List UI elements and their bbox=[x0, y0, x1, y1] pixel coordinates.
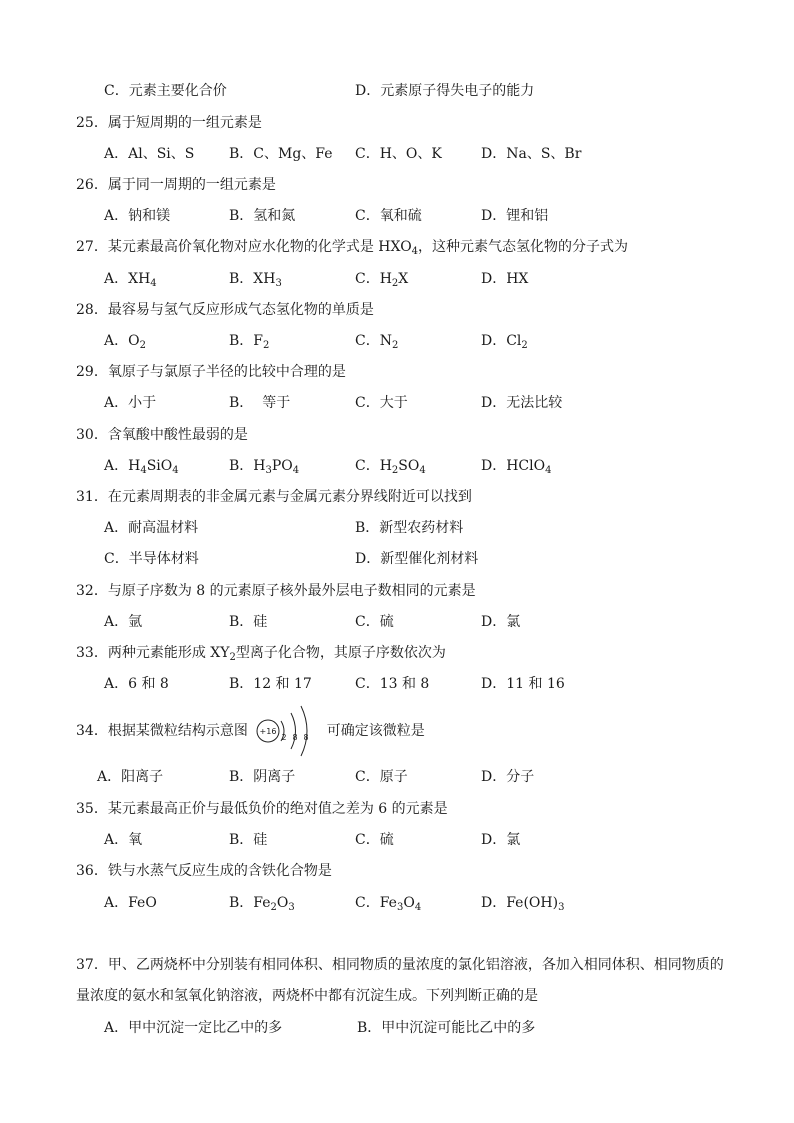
q29-option-b[interactable]: B． 等于 bbox=[229, 395, 291, 411]
q26-option-c[interactable]: C．氧和硫 bbox=[355, 208, 422, 224]
q36-option-b[interactable]: B．$Fe_2O_3$ bbox=[229, 895, 295, 913]
q34-stem bbox=[76, 703, 425, 759]
q30-option-b[interactable]: B．$H_3PO_4$ bbox=[229, 458, 300, 476]
q33-option-b[interactable]: B．12 和 17 bbox=[229, 676, 312, 692]
shell-1-electrons: 2 bbox=[281, 733, 287, 742]
q26-option-a[interactable]: A．钠和镁 bbox=[104, 208, 171, 224]
q33-stem-text-end: 型离子化合物，其原子序数依次为 bbox=[235, 645, 446, 661]
q32-stem: 32．与原子序数为 8 的元素原子核外最外层电子数相同的元素是 bbox=[76, 583, 476, 599]
q28-option-d[interactable]: D．$Cl_2$ bbox=[481, 333, 528, 351]
q33-option-c[interactable]: C．13 和 8 bbox=[355, 676, 430, 692]
q28-option-a[interactable]: A．$O_2$ bbox=[104, 333, 146, 351]
nucleus-charge: +16 bbox=[259, 727, 277, 736]
q28-option-c[interactable]: C．$N_2$ bbox=[355, 333, 399, 351]
q24-option-c[interactable]: C．元素主要化合价 bbox=[104, 83, 227, 99]
q27-option-c[interactable]: C．$H_2X$ bbox=[355, 271, 409, 289]
q25-stem: 25．属于短周期的一组元素是 bbox=[76, 115, 262, 131]
q30-option-c[interactable]: C．$H_2SO_4$ bbox=[355, 458, 426, 476]
q30-option-a[interactable]: A．$H_4SiO_4$ bbox=[104, 458, 179, 476]
atomic-structure-diagram bbox=[254, 703, 320, 759]
q25-option-b[interactable]: B．C、Mg、Fe bbox=[229, 146, 333, 162]
q36-stem: 36．铁与水蒸气反应生成的含铁化合物是 bbox=[76, 863, 332, 879]
q31-option-a[interactable]: A．耐高温材料 bbox=[104, 520, 199, 536]
q34-option-d[interactable]: D．分子 bbox=[481, 769, 535, 785]
shell-3-electrons: 8 bbox=[303, 733, 309, 742]
q32-option-a[interactable]: A．氩 bbox=[104, 614, 143, 630]
q35-option-a[interactable]: A．氧 bbox=[104, 832, 143, 848]
q25-option-d[interactable]: D．Na、S、Br bbox=[481, 146, 582, 162]
q29-option-d[interactable]: D．无法比较 bbox=[481, 395, 563, 411]
q31-option-c[interactable]: C．半导体材料 bbox=[104, 551, 199, 567]
q26-option-b[interactable]: B．氢和氮 bbox=[229, 208, 296, 224]
q35-option-c[interactable]: C．硫 bbox=[355, 832, 394, 848]
q36-option-d[interactable]: D．$Fe(OH)_3$ bbox=[481, 895, 565, 913]
q34-stem-text: 34．根据某微粒结构示意图 bbox=[76, 723, 248, 739]
q31-option-b[interactable]: B．新型农药材料 bbox=[355, 520, 464, 536]
electron-shell-2 bbox=[291, 713, 296, 749]
q33-stem bbox=[76, 644, 446, 662]
q32-option-d[interactable]: D．氯 bbox=[481, 614, 521, 630]
q31-option-d[interactable]: D．新型催化剂材料 bbox=[355, 551, 479, 567]
q33-stem-subscript: 2 bbox=[229, 652, 236, 663]
q27-option-d[interactable]: D．HX bbox=[481, 271, 529, 287]
q28-stem: 28．最容易与氢气反应形成气态氢化物的单质是 bbox=[76, 302, 374, 318]
electron-shell-3 bbox=[301, 706, 307, 756]
q27-option-b[interactable]: B．$XH_3$ bbox=[229, 271, 282, 289]
q37-stem-line-1: 37．甲、乙两烧杯中分别装有相同体积、相同物质的量浓度的氯化铝溶液，各加入相同体积、相同物质的 bbox=[76, 957, 724, 973]
q28-option-b[interactable]: B．$F_2$ bbox=[229, 333, 270, 351]
q37-option-b[interactable]: B．甲中沉淀可能比乙中的多 bbox=[357, 1020, 536, 1036]
shell-2-electrons: 8 bbox=[292, 733, 298, 742]
q27-stem bbox=[76, 238, 628, 256]
q29-stem: 29．氧原子与氯原子半径的比较中合理的是 bbox=[76, 364, 346, 380]
q25-option-a[interactable]: A．Al、Si、S bbox=[104, 146, 195, 162]
q36-option-c[interactable]: C．$Fe_3O_4$ bbox=[355, 895, 422, 913]
q34-option-b[interactable]: B．阴离子 bbox=[229, 769, 296, 785]
q26-option-d[interactable]: D．锂和铝 bbox=[481, 208, 549, 224]
q30-stem: 30．含氧酸中酸性最弱的是 bbox=[76, 427, 248, 443]
q27-option-a[interactable]: A．$XH_4$ bbox=[104, 271, 157, 289]
q35-option-b[interactable]: B．硅 bbox=[229, 832, 268, 848]
q27-stem-subscript: 4 bbox=[411, 246, 419, 257]
q33-stem-text: 33．两种元素能形成 XY bbox=[76, 645, 230, 661]
q35-stem: 35．某元素最高正价与最低负价的绝对值之差为 6 的元素是 bbox=[76, 801, 448, 817]
q27-stem-text: 27．某元素最高价氧化物对应水化物的化学式是 HXO bbox=[76, 239, 412, 255]
q29-option-c[interactable]: C．大于 bbox=[355, 395, 408, 411]
q34-option-a[interactable]: A．阳离子 bbox=[97, 769, 164, 785]
q32-option-c[interactable]: C．硫 bbox=[355, 614, 394, 630]
q29-option-a[interactable]: A．小于 bbox=[104, 395, 157, 411]
q32-option-b[interactable]: B．硅 bbox=[229, 614, 268, 630]
q37-stem-line-2: 量浓度的氨水和氢氧化钠溶液，两烧杯中都有沉淀生成。下列判断正确的是 bbox=[76, 988, 538, 1004]
q25-option-c[interactable]: C．H、O、K bbox=[355, 146, 442, 162]
q30-option-d[interactable]: D．HClO$_4$ bbox=[481, 458, 552, 476]
q34-stem-text-end: 可确定该微粒是 bbox=[326, 723, 425, 739]
q33-option-a[interactable]: A．6 和 8 bbox=[104, 676, 169, 692]
q33-option-d[interactable]: D．11 和 16 bbox=[481, 676, 565, 692]
q37-option-a[interactable]: A．甲中沉淀一定比乙中的多 bbox=[104, 1020, 283, 1036]
q35-option-d[interactable]: D．氯 bbox=[481, 832, 521, 848]
q34-option-c[interactable]: C．原子 bbox=[355, 769, 408, 785]
q27-stem-text-end: ，这种元素气态氢化物的分子式为 bbox=[418, 239, 629, 255]
q36-option-a[interactable]: A．FeO bbox=[104, 895, 157, 911]
q31-stem: 31．在元素周期表的非金属元素与金属元素分界线附近可以找到 bbox=[76, 489, 472, 505]
q26-stem: 26．属于同一周期的一组元素是 bbox=[76, 177, 276, 193]
q24-option-d[interactable]: D．元素原子得失电子的能力 bbox=[355, 83, 535, 99]
